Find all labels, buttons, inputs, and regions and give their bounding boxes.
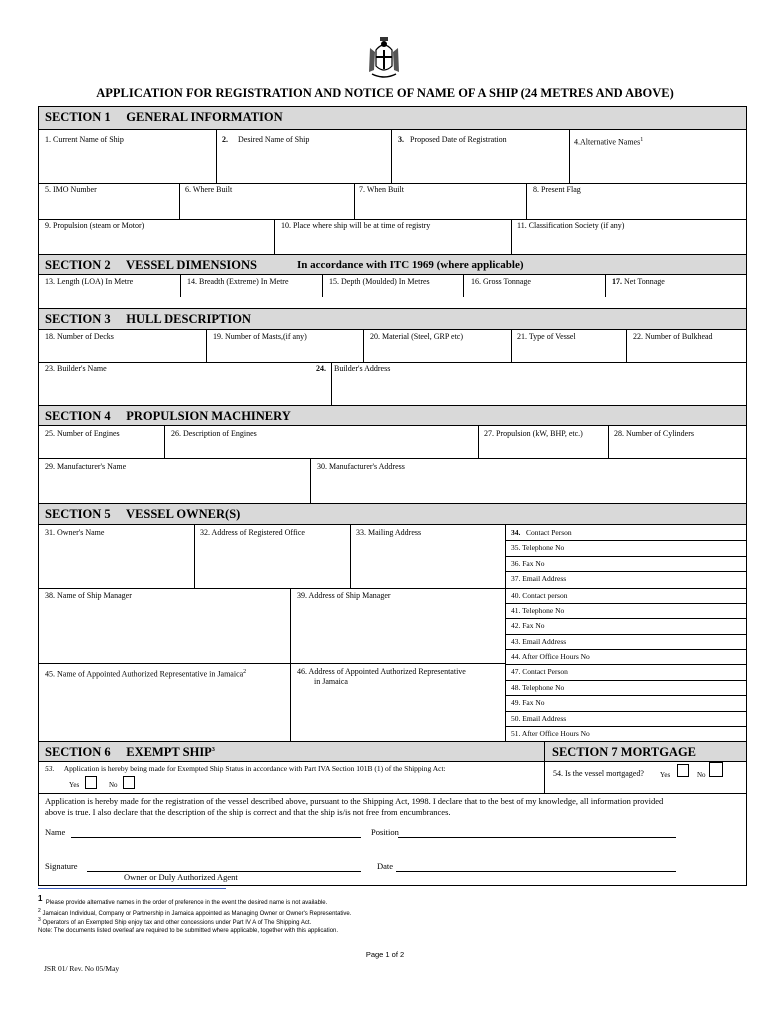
section-3-title: SECTION 3 HULL DESCRIPTION [45,312,251,326]
footnote-2: $^2$ Jamaican Individual, Company or Partnership in Jamaica appointed as Managing Owner or Owner's Representative. [38,908,352,917]
manufacturer-address-field[interactable]: 30. Manufacturer's Address [317,462,405,471]
section-1-header [39,107,746,130]
application-form [38,106,747,886]
present-flag-field[interactable]: 8. Present Flag [533,185,581,194]
when-built-field[interactable]: 7. When Built [359,185,404,194]
mortgage-no-checkbox[interactable] [709,762,723,777]
mortgage-yes-checkbox[interactable] [677,764,689,777]
desired-ship-name-field[interactable]: 2. Desired Name of Ship [222,135,310,144]
authorized-rep-address-field[interactable]: 46. Address of Appointed Authorized Representative in Jamaica [297,667,466,686]
section-2-header [39,254,746,275]
classification-society-field[interactable]: 11. Classification Society (if any) [517,221,625,230]
rep-fax-field[interactable]: 49. Fax No [511,698,545,707]
mortgage-yes-label: Yes [660,771,671,779]
section-5-header [39,503,746,525]
position-input-line[interactable] [398,837,676,838]
coat-of-arms-icon [366,36,402,82]
signature-label: Signature [45,861,78,871]
section-2-note: In accordance with ITC 1969 (where applicable) [297,259,524,271]
exempt-no-label: No [109,781,118,789]
exempt-yes-label: Yes [69,781,80,789]
owner-contact-person-field[interactable]: 34. Contact Person [511,528,572,537]
mailing-address-field[interactable]: 33. Mailing Address [356,528,422,537]
engine-description-field[interactable]: 26. Description of Engines [171,429,257,438]
page-number: Page 1 of 2 [365,950,405,959]
owner-fax-field[interactable]: 36. Fax No [511,559,545,568]
imo-number-field[interactable]: 5. IMO Number [45,185,97,194]
owner-name-field[interactable]: 31. Owner's Name [45,528,105,537]
builders-address-field[interactable]: 24. Builder's Address [316,364,391,373]
rep-email-field[interactable]: 50. Email Address [511,714,567,723]
exempt-yes-checkbox[interactable] [85,776,97,789]
ship-manager-name-field[interactable]: 38. Name of Ship Manager [45,591,132,600]
rep-telephone-field[interactable]: 48. Telephone No [511,683,565,692]
section-2-title: SECTION 2 VESSEL DIMENSIONS [45,258,257,272]
authorized-rep-name-field[interactable]: 45. Name of Appointed Authorized Representative in Jamaica$^2$ [45,669,247,679]
propulsion-type-field[interactable]: 9. Propulsion (steam or Motor) [45,221,145,230]
mortgage-no-label: No [697,771,706,779]
net-tonnage-field[interactable]: 17. Net Tonnage [612,277,665,286]
revision-code: JSR 01/ Rev. No 05/May [44,964,120,973]
builders-name-field[interactable]: 23. Builder's Name [45,364,107,373]
decks-field[interactable]: 18. Number of Decks [45,332,114,341]
proposed-registration-date-field[interactable]: 3. Proposed Date of Registration [398,135,507,144]
alternative-names-field[interactable]: 4.Alternative Names$^1$ [574,137,644,147]
material-field[interactable]: 20. Material (Steel, GRP etc) [370,332,464,341]
date-label: Date [377,861,394,871]
where-built-field[interactable]: 6. Where Built [185,185,233,194]
footnote-3: $^3$ Operators of an Exempted Ship enjoy tax and other concessions under Part IV A of The Shipping Act. [38,917,312,926]
propulsion-power-field[interactable]: 27. Propulsion (kW, BHP, etc.) [484,429,583,438]
bulkhead-field[interactable]: 22. Number of Bulkhead [633,332,713,341]
registry-place-field[interactable]: 10. Place where ship will be at time of registry [281,221,431,230]
manufacturer-name-field[interactable]: 29. Manufacturer's Name [45,462,127,471]
footnote-divider [38,888,226,889]
declaration-line-1: Application is hereby made for the registration of the vessel described above, pursuant to the Shipping Act, 1998. I declare that to the best of my knowledge, all information provided [45,796,664,806]
manager-fax-field[interactable]: 42. Fax No [511,621,545,630]
section-5-title: SECTION 5 VESSEL OWNER(S) [45,507,241,521]
declaration-line-2: above is true. I also declare that the description of the ship is correct and that the ship is/is not free from encumbrances. [45,807,451,817]
owner-email-field[interactable]: 37. Email Address [511,574,567,583]
gross-tonnage-field[interactable]: 16. Gross Tonnage [471,277,531,286]
owner-telephone-field[interactable]: 35. Telephone No [511,543,565,552]
length-field[interactable]: 13. Length (LOA) In Metre [45,277,134,286]
exempt-ship-statement: 53. Application is hereby being made for Exempted Ship Status in accordance with Part IVA Section 101B (1) of the Shipping Act: [45,764,446,773]
engines-count-field[interactable]: 25. Number of Engines [45,429,120,438]
manager-contact-person-field[interactable]: 40. Contact person [511,591,568,600]
rep-contact-person-field[interactable]: 47. Contact Person [511,667,568,676]
vessel-type-field[interactable]: 21. Type of Vessel [517,332,576,341]
depth-field[interactable]: 15. Depth (Moulded) In Metres [329,277,430,286]
name-input-line[interactable] [71,837,361,838]
cylinders-field[interactable]: 28. Number of Cylinders [614,429,694,438]
section-4-header [39,405,746,426]
current-ship-name-field[interactable]: 1. Current Name of Ship [45,135,124,144]
page-title: APPLICATION FOR REGISTRATION AND NOTICE OF NAME OF A SHIP (24 METRES AND ABOVE) [96,86,674,100]
manager-email-field[interactable]: 43. Email Address [511,637,567,646]
ship-manager-address-field[interactable]: 39. Address of Ship Manager [297,591,391,600]
date-input-line[interactable] [396,871,676,872]
section-3-header [39,308,746,330]
position-label: Position [371,827,399,837]
section-6-title: SECTION 6 EXEMPT SHIP$^3$ [45,745,215,759]
exempt-no-checkbox[interactable] [123,776,135,789]
masts-field[interactable]: 19. Number of Masts,(if any) [213,332,307,341]
name-label: Name [45,827,66,837]
footnote-note: Note: The documents listed overleaf are required to be submitted where applicable, together with this application. [38,928,339,934]
section-6-7-header [39,741,746,762]
breadth-field[interactable]: 14. Breadth (Extreme) In Metre [187,277,289,286]
manager-after-hours-field[interactable]: 44. After Office Hours No [511,652,590,661]
mortgage-question: 54. Is the vessel mortgaged? [553,769,644,778]
registered-office-field[interactable]: 32. Address of Registered Office [200,528,305,537]
section-4-title: SECTION 4 PROPULSION MACHINERY [45,409,291,423]
footnote-1: 1 Please provide alternative names in the order of preference in the event the desired name is not available. [38,894,328,906]
section-1-title: SECTION 1 GENERAL INFORMATION [45,110,283,124]
manager-telephone-field[interactable]: 41. Telephone No [511,606,565,615]
rep-after-hours-field[interactable]: 51. After Office Hours No [511,729,590,738]
signature-caption: Owner or Duly Authorized Agent [124,872,238,882]
section-7-title: SECTION 7 MORTGAGE [552,745,697,759]
